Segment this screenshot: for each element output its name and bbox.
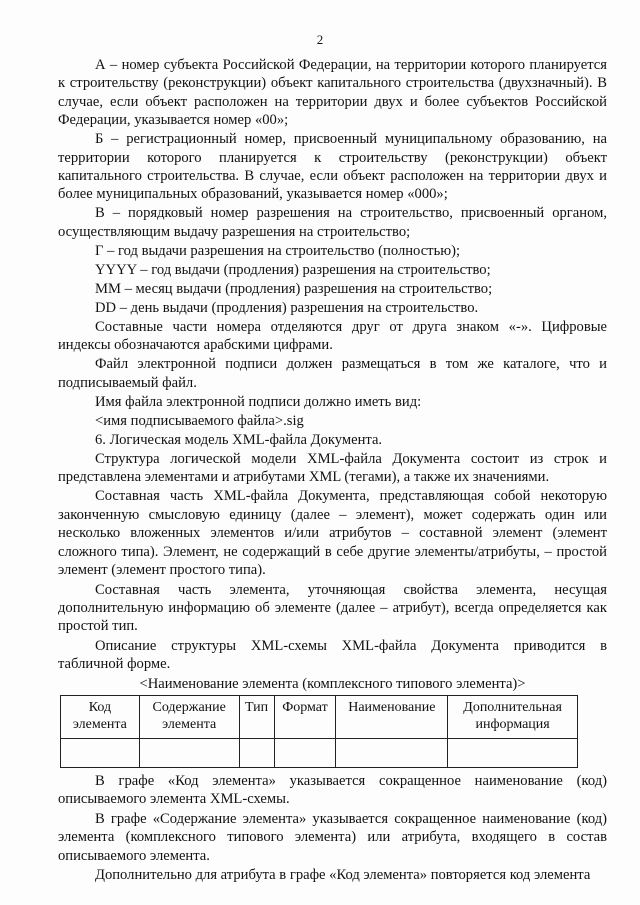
header-element-content: Содержание элемента (139, 695, 239, 738)
header-type: Тип (239, 695, 274, 738)
section-heading-6: 6. Логическая модель XML-файла Документа. (95, 431, 383, 448)
paragraph-dd: DD – день выдачи (продления) разрешения на строительство. (95, 299, 479, 316)
paragraph-a: А – номер субъекта Российской Федерации, на территории которого планируется к строительству (реконструкции) объект капитального строительства (двухзначный). В случае, если объект расположен на территории двух и более субъектов Российской Федерации, указывается номер «00»; (58, 57, 607, 129)
paragraph-structure: Структура логической модели XML-файла Документа состоит из строк и представлена элементами и атрибутами XML (тегами), а также их значениями. (58, 450, 607, 486)
paragraph-content-column: В графе «Содержание элемента» указывается сокращенное наименование (код) элемента (комплексного типового элемента) или атрибута, входящего в состав описываемого элемента. (58, 810, 607, 864)
table-cell (336, 738, 448, 767)
table-cell (448, 738, 578, 767)
header-format: Формат (274, 695, 336, 738)
header-additional-info: Дополнительная информация (448, 695, 578, 738)
paragraph-separator: Составные части номера отделяются друг от друга знаком «-». Цифровые индексы обозначаются арабскими цифрами. (58, 318, 607, 354)
paragraph-table-description: Описание структуры XML-схемы XML-файла Документа приводится в табличной форме. (58, 637, 607, 673)
paragraph-signature-file: Файл электронной подписи должен размещаться в том же каталоге, что и подписываемый файл. (58, 356, 607, 391)
paragraph-signature-name: Имя файла электронной подписи должно иметь вид: (95, 393, 422, 410)
paragraph-code-column: В графе «Код элемента» указывается сокращенное наименование (код) описываемого элемента XML-схемы. (58, 772, 607, 808)
header-name: Наименование (336, 695, 448, 738)
paragraph-yyyy: YYYY – год выдачи (продления) разрешения на строительство; (95, 261, 491, 278)
paragraph-element: Составная часть XML-файла Документа, представляющая собой некоторую законченную смысловую единицу (далее – элемент), может содержать один или несколько вложенных элементов и/или атрибутов – составной элемент (элемент сложного типа). Элемент, не содержащий в себе другие элементы/атрибуты, – простой элемент (элемент простого типа). (58, 488, 607, 579)
document-body (58, 56, 607, 885)
table-cell (61, 738, 140, 767)
table-caption: <Наименование элемента (комплексного типового элемента)> (139, 675, 526, 692)
paragraph-v: В – порядковый номер разрешения на строительство, присвоенный органом, осуществляющим выдачу разрешения на строительство; (58, 205, 607, 240)
paragraph-g: Г – год выдачи разрешения на строительство (полностью); (95, 242, 461, 259)
paragraph-signature-pattern: <имя подписываемого файла>.sig (95, 412, 304, 429)
element-structure-table (60, 695, 578, 768)
paragraph-mm: ММ – месяц выдачи (продления) разрешения на строительство; (95, 280, 493, 297)
table-header-row (61, 695, 578, 738)
paragraph-attribute: Составная часть элемента, уточняющая свойства элемента, несущая дополнительную информацию об элементе (далее – атрибут), всегда определяется как простой тип. (58, 581, 607, 635)
table-cell (139, 738, 239, 767)
table-row (61, 738, 578, 767)
paragraph-attribute-code: Дополнительно для атрибута в графе «Код элемента» повторяется код элемента (95, 866, 591, 883)
page-number: 2 (316, 32, 324, 47)
paragraph-b: Б – регистрационный номер, присвоенный муниципальному образованию, на территории которого планируется к строительству (реконструкции) объект капитального строительства. В случае, если объект расположен на территории двух и более муниципальных образований, указывается номер «000»; (58, 131, 607, 203)
header-element-code: Код элемента (61, 695, 140, 738)
table-cell (274, 738, 336, 767)
table-cell (239, 738, 274, 767)
